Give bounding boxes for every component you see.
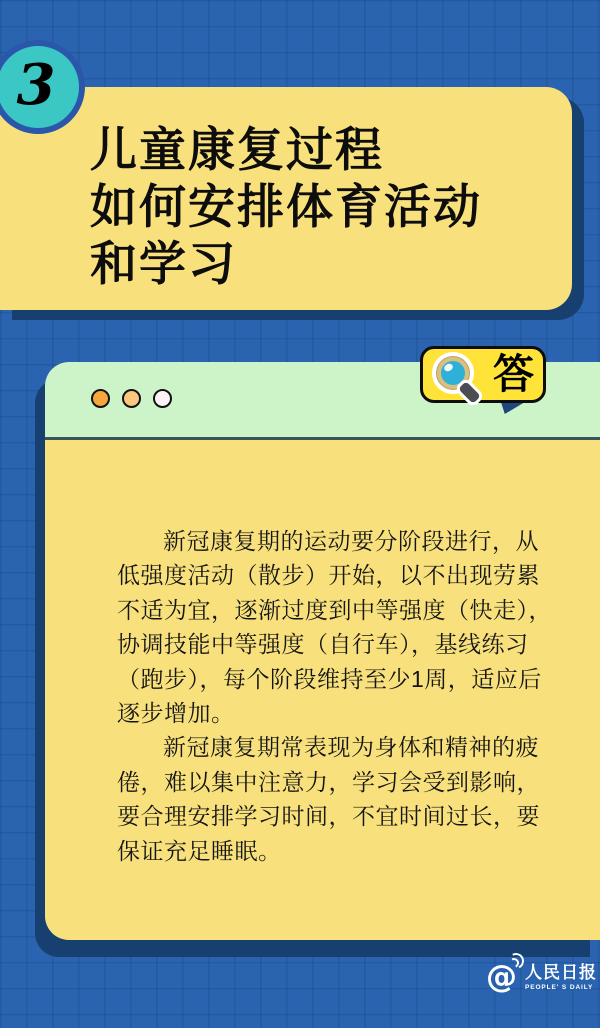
answer-paragraph: 新冠康复期的运动要分阶段进行，从低强度活动（散步）开始，以不出现劳累不适为宜，逐渐过度到中等强度（快走），协调技能中等强度（自行车），基线练习（跑步），每个阶段维持至少1周，适应后逐步增加。	[117, 528, 552, 727]
logo-text	[525, 964, 597, 991]
at-megaphone-icon	[486, 959, 520, 995]
logo-name-cn: 人民日报	[525, 962, 597, 982]
window-dot-orange	[91, 389, 110, 408]
title-line-3: 和学习	[90, 237, 237, 290]
answer-paragraph: 新冠康复期常表现为身体和精神的疲倦，难以集中注意力，学习会受到影响，要合理安排学习时间，不宜时间过长，要保证充足睡眠。	[117, 734, 540, 864]
at-glyph: @	[486, 959, 517, 995]
title-line-1: 儿童康复过程	[90, 123, 384, 176]
answer-card	[45, 362, 600, 940]
section-number: 3	[16, 52, 56, 118]
page-title	[0, 87, 572, 292]
title-card	[0, 87, 572, 310]
title-line-2: 如何安排体育活动	[90, 180, 482, 233]
magnifier-highlight	[443, 362, 454, 372]
answer-body	[45, 440, 600, 940]
window-dots	[91, 389, 172, 408]
magnifier-icon	[429, 349, 481, 401]
logo-name-en: PEOPLE' S DAILY	[525, 983, 594, 991]
window-dot-light-orange	[122, 389, 141, 408]
answer-badge-label: 答	[493, 351, 534, 397]
window-dot-white	[153, 389, 172, 408]
people-daily-logo	[486, 959, 597, 995]
answer-badge	[420, 346, 546, 403]
